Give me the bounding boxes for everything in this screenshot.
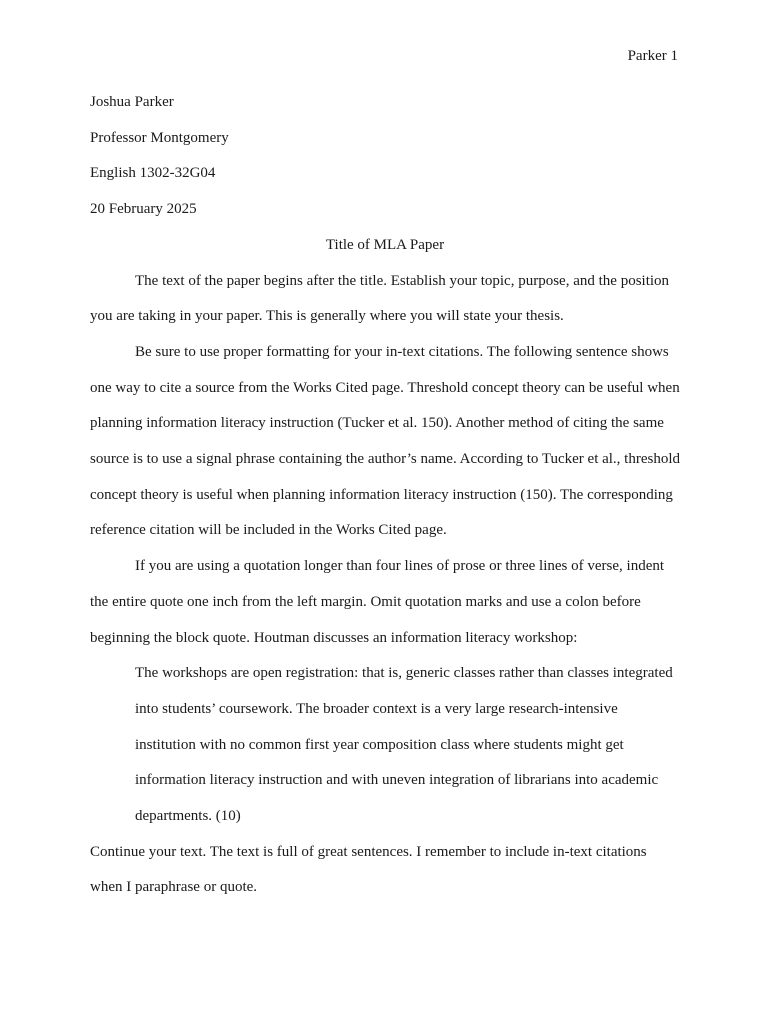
paragraph-continuation: Continue your text. The text is full of great sentences. I remember to include in-text citations when I paraphrase or quote. xyxy=(90,843,647,896)
paper-date: 20 February 2025 xyxy=(90,201,197,218)
student-name: Joshua Parker xyxy=(90,94,174,110)
paper-body xyxy=(90,85,680,906)
paragraph-thesis: The text of the paper begins after the title. Establish your topic, purpose, and the position you are taking in your paper. This is generally where you will state your thesis. xyxy=(90,272,670,325)
instructor-name: Professor Montgomery xyxy=(90,129,229,146)
block-quote: The workshops are open registration: that is, generic classes rather than classes integrated into students’ coursework. The broader context is a very large research-intensive institution with no common first year composition class where students might get information literacy instruction and with uneven integration of librarians into academic departments. (10) xyxy=(135,665,673,825)
paper-title: Title of MLA Paper xyxy=(325,236,445,253)
paragraph-citations: Be sure to use proper formatting for your in-text citations. The following sentence shows one way to cite a source from the Works Cited page. Threshold concept theory can be useful when planning information literacy instruction (Tucker et al. 150). Another method of citing the same source is to use a signal phrase containing the author’s name. According to Tucker et al., threshold concept theory is useful when planning information literacy instruction (150). The corresponding reference citation will be included in the Works Cited page. xyxy=(90,343,681,539)
running-head: Parker 1 xyxy=(627,48,678,64)
paragraph-block-quote-intro: If you are using a quotation longer than four lines of prose or three lines of verse, indent the entire quote one inch from the left margin. Omit quotation marks and use a colon before beginning the block quote. Houtman discusses an information literacy workshop: xyxy=(90,558,665,646)
course-name: English 1302-32G04 xyxy=(90,165,216,182)
